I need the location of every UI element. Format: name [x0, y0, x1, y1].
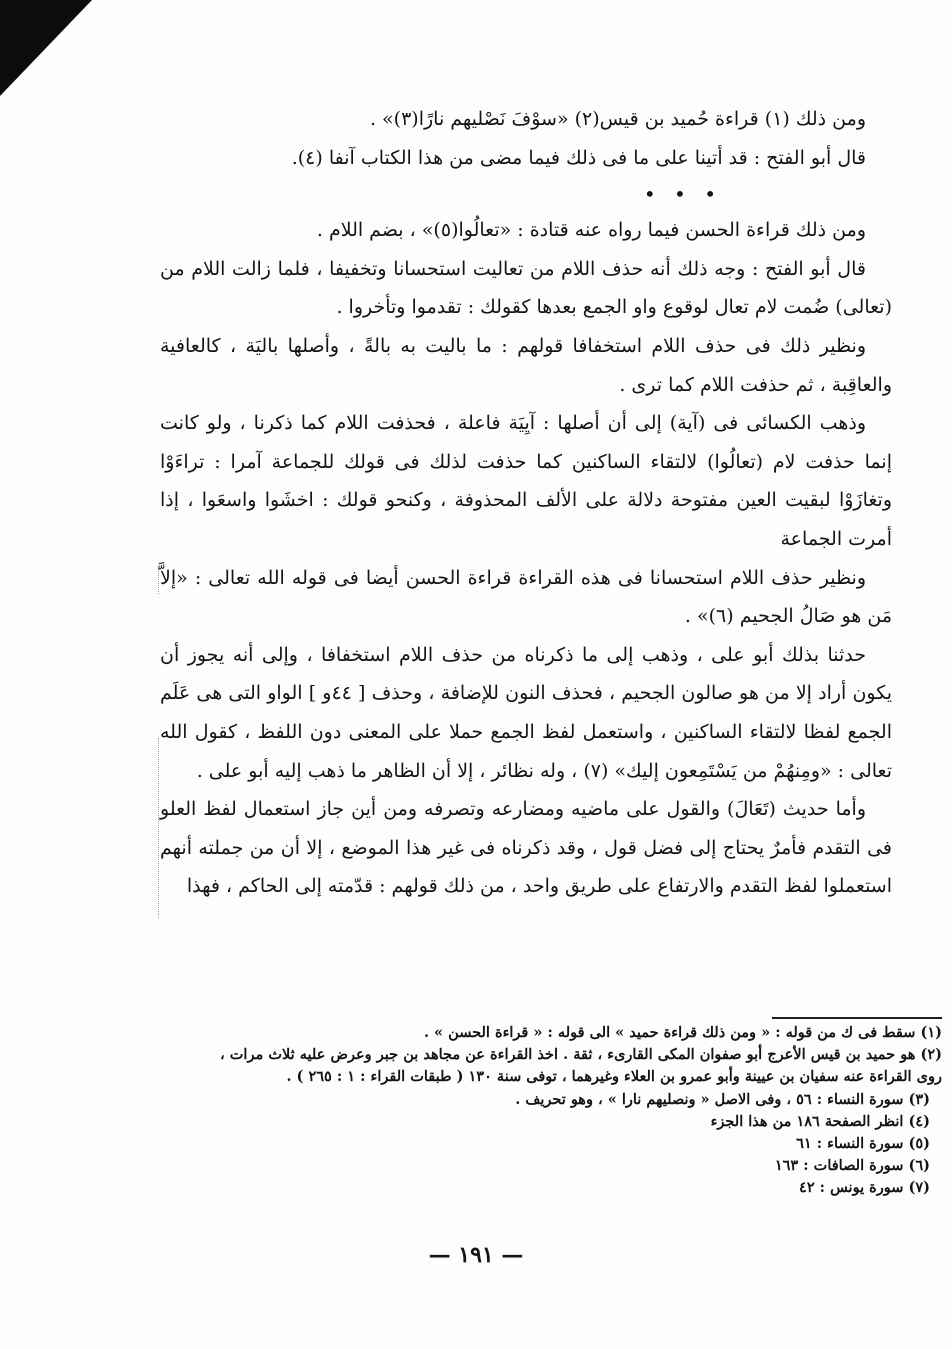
paragraph: ومن ذلك (١) قراءة حُميد بن قيس(٢) «سوْفَ نَصْليهم نارًا(٣)» . [369, 108, 866, 130]
paragraph: قال أبو الفتح : قد أتينا على ما فى ذلك فيما مضى من هذا الكتاب آنفا (٤). [291, 146, 866, 169]
scan-margin-mark [158, 738, 159, 918]
scan-margin-mark [158, 568, 159, 594]
section-separator: • • • [643, 182, 722, 207]
footnote: (٧) سورة يونس : ٤٢ [799, 1179, 930, 1197]
paragraph: قال أبو الفتح : وجه ذلك أنه حذف اللام من تعاليت استحسانا وتخفيفا ، فلما زالت اللام من (تعالى) ضُمت لام تعال لوقوع واو الجمع بعدها كقولك : تقدموا وتأخروا . [160, 257, 892, 319]
paragraph: وأما حديث (تَعَالَ) والقول على ماضيه ومضارعه وتصرفه ومن أين جاز استعمال لفظ العلو فى التقدم فأمرٌ يحتاج إلى فضل قول ، وقد ذكرناه فى غير هذا الموضع ، إلا أن من جملته أنهم استعملوا لفظ التقدم والارتفاع على طريق واحد ، من ذلك قولهم : قدّمته إلى الحاكم ، فهذا [160, 798, 892, 898]
paragraph: وذهب الكسائى فى (آية) إلى أن أصلها : آيِيَة فاعلة ، فحذفت اللام كما ذكرنا ، ولو كانت إنما حذفت لام (تعالُوا) لالتقاء الساكنين كما حذفت لذلك فى قولك للجماعة آمرا : تراءَوْا وتغازَوْا لبقيت العين مفتوحة دلالة على الألف المحذوفة ، وكنحو قولك : اخشَوا واسعَوا ، إذا أمرت الجماعة [160, 412, 892, 550]
main-text [160, 100, 892, 906]
scan-corner-shadow [0, 0, 92, 96]
paragraph: ومن ذلك قراءة الحسن فيما رواه عنه قتادة : «تعالُوا(٥)» ، بضم اللام . [316, 219, 866, 242]
footnote: (٣) سورة النساء : ٥٦ ، وفى الاصل « ونصليهم نارا » ، وهو تحريف . [515, 1090, 930, 1108]
paragraph: ونظير ذلك فى حذف اللام استخفافا قولهم : ما باليت به بالةً ، وأصلها باليَة ، كالعافية والعاقِبة ، ثم حذفت اللام كما ترى . [160, 334, 892, 396]
paragraph: ونظير حذف اللام استحسانا فى هذه القراءة قراءة الحسن أيضا فى قوله الله تعالى : «إلاَّ مَن هو صَالُ الجحيم (٦)» . [160, 566, 892, 628]
footnote-divider [772, 1017, 942, 1019]
footnote: (٦) سورة الصافات : ١٦٣ [774, 1157, 930, 1175]
page-content [160, 100, 892, 906]
footnote: (٢) هو حميد بن قيس الأعرج أبو صفوان المكى القارىء ، ثقة . اخذ القراءة عن مجاهد بن جبر وعرض عليه ثلاث مرات ، روى القراءة عنه سفيان بن عيينة وأبو عمرو بن العلاء وغيرهما ، توفى سنة ١٣٠ ( طبقات القراء : ١ : ٢٦٥ ) . [220, 1046, 942, 1086]
footnote: (١) سقط فى ك من قوله : « ومن ذلك قراءة حميد » الى قوله : « قراءة الحسن » . [423, 1024, 942, 1041]
footnotes [220, 1022, 942, 1200]
page-number: — ١٩١ — [428, 1242, 524, 1268]
footnote: (٥) سورة النساء : ٦١ [796, 1135, 930, 1153]
footnote: (٤) انظر الصفحة ١٨٦ من هذا الجزء [710, 1112, 930, 1130]
paragraph: حدثنا بذلك أبو على ، وذهب إلى ما ذكرناه من حذف اللام استخفافا ، وإلى أنه يجوز أن يكون أراد إلا من هو صالون الجحيم ، فحذف النون للإضافة ، وحذف [ ٤٤و ] الواو التى هى عَلَم الجمع لفظا لالتقاء الساكنين ، واستعمل لفظ الجمع حملا على المعنى دون اللفظ ، كقول الله تعالى : «ومِنهُمْ من يَسْتَمِعون إليك» (٧) ، وله نظائر ، إلا أن الظاهر ما ذهب إليه أبو على . [160, 643, 893, 782]
